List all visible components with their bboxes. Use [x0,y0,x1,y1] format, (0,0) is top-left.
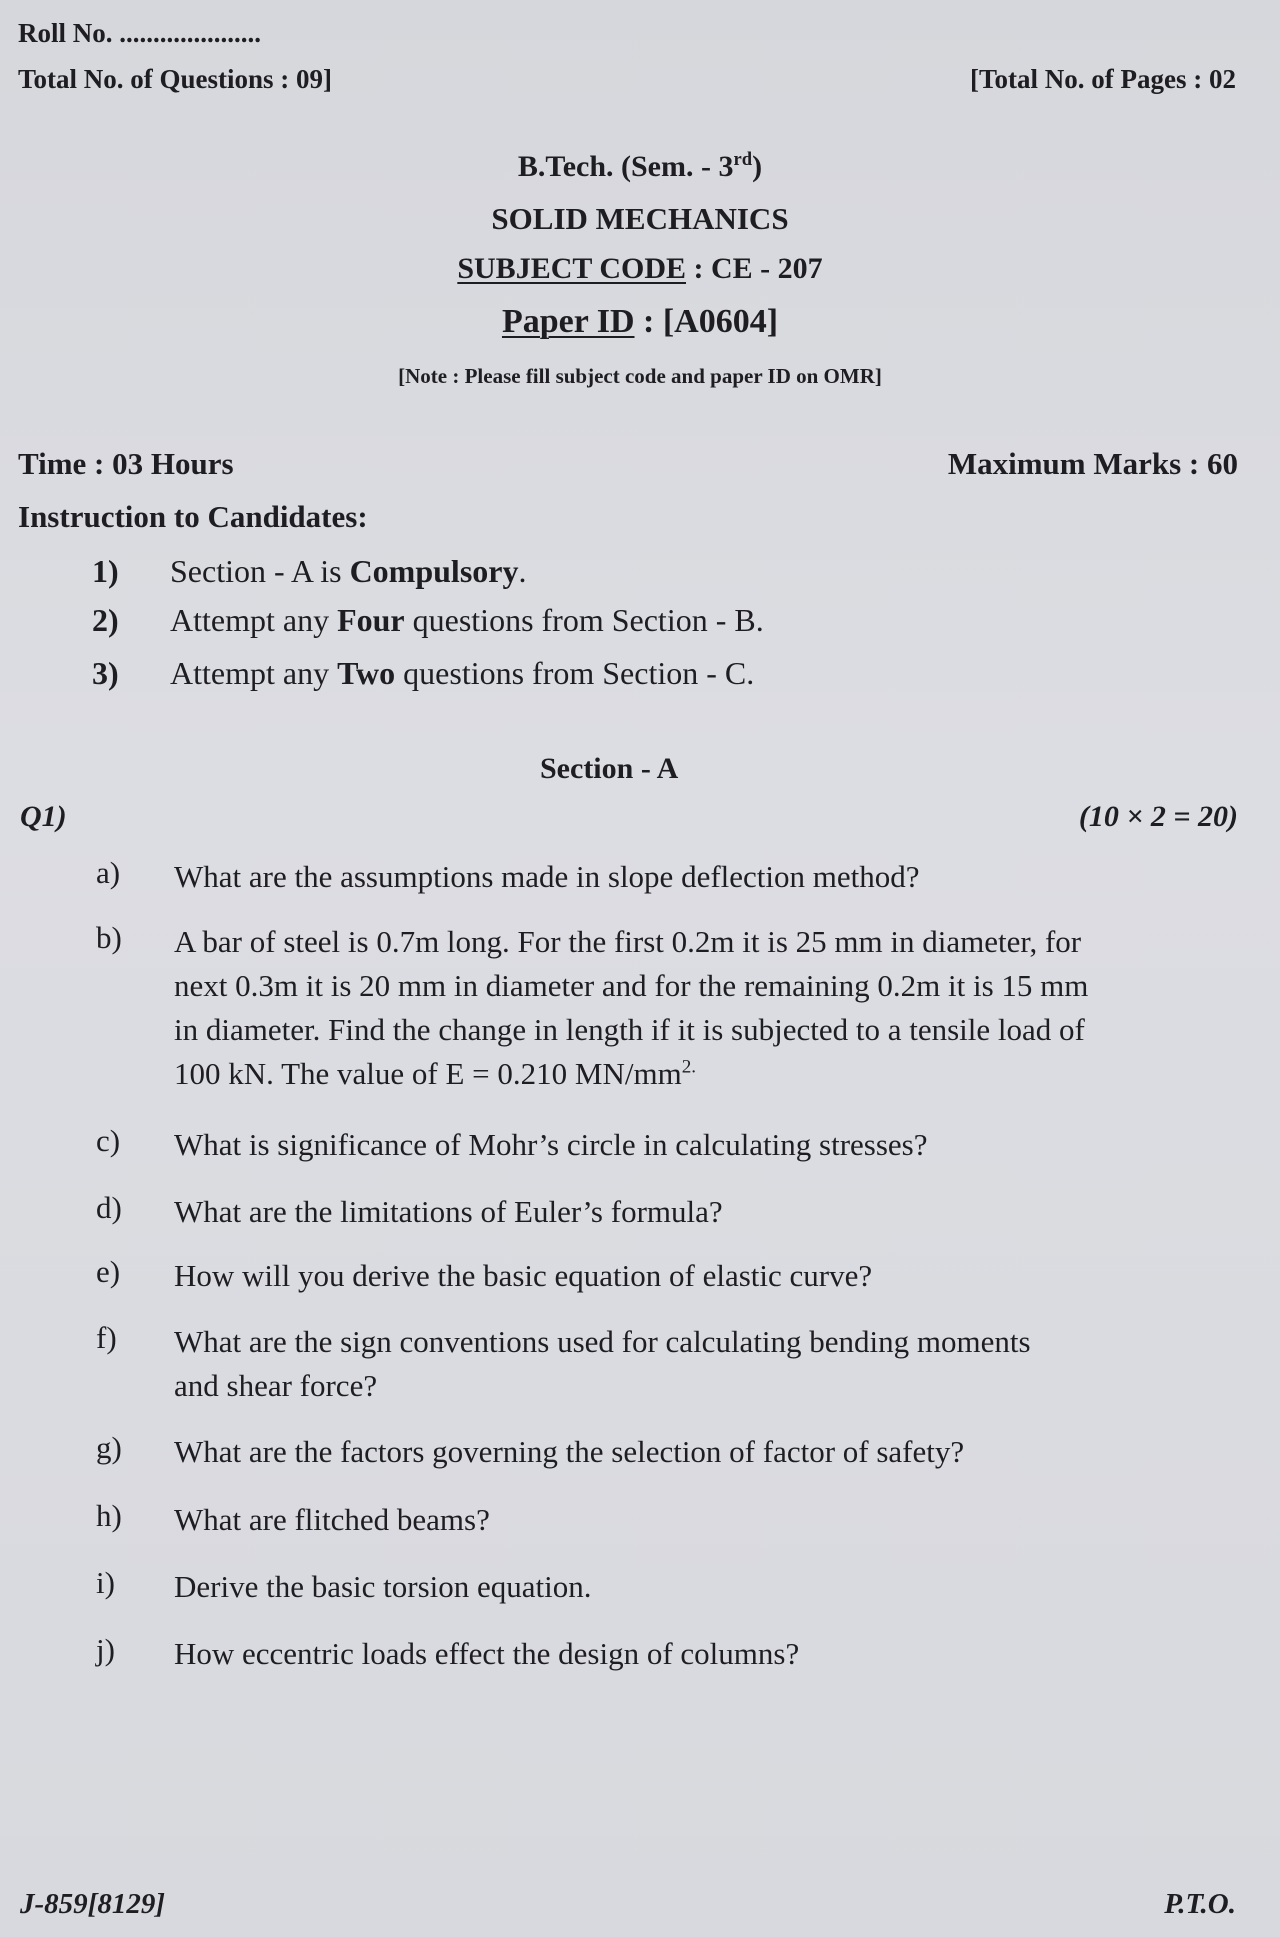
question-label: j) [96,1632,115,1667]
roll-number: Roll No. ..................... [18,18,261,48]
paper-id: Paper ID : [A0604] [501,303,779,340]
question-label: h) [96,1498,122,1533]
subject-title: SOLID MECHANICS [491,201,789,236]
question-text: What are the factors governing the selection of factor of safety? [174,1434,965,1469]
instructions-heading: Instruction to Candidates: [18,499,368,534]
question-label: d) [96,1190,122,1225]
question-text: Derive the basic torsion equation. [174,1569,592,1604]
question-text: What are flitched beams? [174,1502,490,1537]
subject-code: SUBJECT CODE : CE - 207 [457,252,823,285]
question-text: What are the assumptions made in slope deflection method? [174,859,920,894]
course-title: B.Tech. (Sem. - 3rd) [517,149,763,183]
instruction-item: 2) Attempt any Four questions from Section - B. [92,602,764,638]
question-text: A bar of steel is 0.7m long. For the first 0.2m it is 25 mm in diameter, for next 0.3m it is 20 mm in diameter and for the remaining 0.2m it is 15 mm in diameter. Find the change in length if it is subjected to a tensile load of 100 kN. The value of E = 0.210 $MN/mm^{2.}$ [174,924,1089,1091]
question-text: What is significance of Mohr’s circle in calculating stresses? [174,1127,928,1162]
question-text: What are the sign conventions used for calculating bending moments and shear force? [174,1324,1031,1403]
question-text: How eccentric loads effect the design of columns? [174,1636,800,1671]
instruction-item: 3) Attempt any Two questions from Section - C. [92,655,755,691]
total-questions: Total No. of Questions : 09] [18,64,333,94]
please-turn-over: P.T.O. [1164,1888,1236,1920]
question-label: b) [96,920,122,955]
instruction-item: 1) Section - A is Compulsory. [92,553,527,589]
question-text: What are the limitations of Euler’s formula? [174,1194,723,1229]
question-label: g) [96,1430,122,1465]
omr-note: [Note : Please fill subject code and paper ID on OMR] [398,364,882,388]
question-label: e) [96,1254,121,1289]
question-label: f) [96,1320,117,1355]
section-a-heading: Section - A [540,752,679,785]
time-allowed: Time : 03 Hours [18,446,234,481]
question-label: c) [96,1123,121,1158]
question-label: i) [96,1565,115,1600]
total-pages: [Total No. of Pages : 02 [970,64,1236,94]
question-label: a) [96,855,121,890]
question-1-label: Q1) [20,800,67,833]
question-1-marks: (10 × 2 = 20) [1078,800,1238,833]
maximum-marks: Maximum Marks : 60 [947,446,1238,481]
question-text: How will you derive the basic equation of elastic curve? [174,1258,873,1293]
paper-code: J-859[8129] [20,1888,165,1920]
